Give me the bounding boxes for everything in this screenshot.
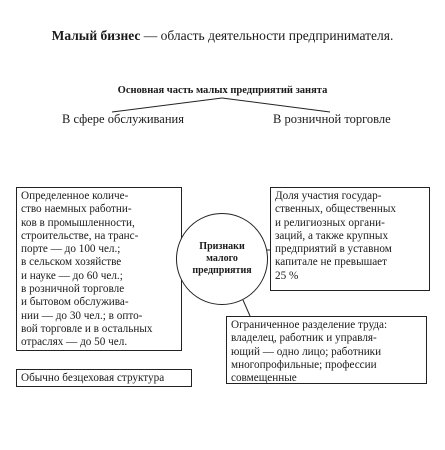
box-line: предприятий в уставном xyxy=(275,243,392,256)
box-line: вой торговле и в остальных xyxy=(21,322,153,335)
box-line: порте — до 100 чел.; xyxy=(21,243,121,256)
box-line: Определенное количе- xyxy=(21,190,129,202)
title-definition: — область деятельности предпринимателя. xyxy=(140,28,394,43)
box-line: отраслях — до 50 чел. xyxy=(21,336,128,349)
connector-circle-right-bottom-box xyxy=(243,300,250,316)
box-line: совмещенные xyxy=(231,372,297,385)
structure-box xyxy=(16,369,192,387)
circle-line: малого xyxy=(206,253,238,264)
branch-line-right xyxy=(222,98,330,112)
center-circle xyxy=(176,213,268,305)
box-line: капитале не превышает xyxy=(275,256,388,269)
box-line: ство наемных работни- xyxy=(21,203,132,216)
ownership-share-box xyxy=(270,187,430,291)
box-line: владелец, работник и управля- xyxy=(231,332,377,345)
circle-line: предприятия xyxy=(192,265,252,276)
box-line: нии — до 30 чел.; в опто- xyxy=(21,309,143,322)
box-line: ющий — одно лицо; работники xyxy=(231,345,382,358)
title-term: Малый бизнес xyxy=(51,28,141,43)
box-line: Обычно безцеховая структура xyxy=(21,372,165,384)
box-line: Ограниченное разделение труда: xyxy=(231,319,388,331)
center-circle-label xyxy=(192,241,251,277)
box-line: и бытовом обслужива- xyxy=(21,296,129,309)
box-line: и науке — до 60 чел.; xyxy=(21,269,123,282)
box-line: 25 % xyxy=(275,269,299,282)
division-of-labor-box xyxy=(226,316,427,384)
box-line: ственных, общественных xyxy=(275,203,396,216)
box-line: в сельском хозяйстве xyxy=(21,256,122,269)
branch-line-left xyxy=(112,98,222,112)
box-line: строительстве, на транс- xyxy=(21,229,139,242)
box-line: в розничной торговле xyxy=(21,283,125,296)
branch-services: В сфере обслуживания xyxy=(62,112,184,126)
circle-line: Признаки xyxy=(199,241,245,252)
employee-limits-box xyxy=(16,187,182,351)
branch-retail: В розничной торговле xyxy=(273,112,391,126)
box-line: заций, а также крупных xyxy=(275,229,389,242)
box-line: и религиозных органи- xyxy=(275,216,385,229)
box-line: многопрофильные; профессии xyxy=(231,358,377,371)
box-line: ков в промышленности, xyxy=(21,216,135,229)
box-line: Доля участия государ- xyxy=(275,190,382,202)
subheading: Основная часть малых предприятий занята xyxy=(117,85,328,96)
